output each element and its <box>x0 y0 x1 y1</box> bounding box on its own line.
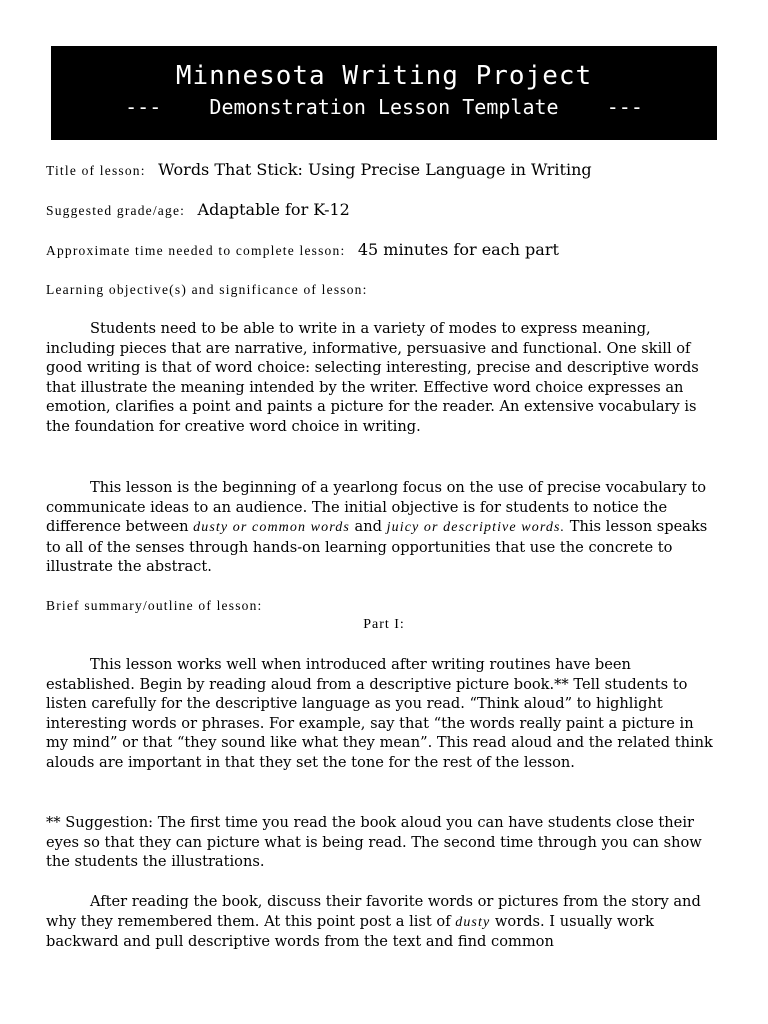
grade-value: Adaptable for K-12 <box>197 200 350 219</box>
summary-label: Brief summary/outline of lesson: <box>46 598 263 613</box>
header-title: Minnesota Writing Project <box>175 61 593 91</box>
header-subtitle: --- Demonstration Lesson Template --- <box>125 95 643 119</box>
p2-text-a: This lesson is the beginning of a yearlong focus on the use of precise vocabulary to communicate ideas to an audience. The initial objective is for students to notice the difference between <box>46 479 707 536</box>
grade-field <box>46 200 728 220</box>
objective-field <box>46 281 728 299</box>
discussion-paragraph <box>46 892 714 952</box>
title-value: Words That Stick: Using Precise Language in Writing <box>158 160 592 179</box>
objective-paragraph-2 <box>46 478 714 577</box>
p2-text-c: This lesson speaks to all of the senses through hands-on learning opportunities that use the concrete to illustrate the abstract. <box>46 518 708 576</box>
grade-label: Suggested grade/age: <box>46 203 186 218</box>
title-field <box>46 160 728 180</box>
objective-label: Learning objective(s) and significance of lesson: <box>46 282 368 297</box>
p2-text-b: and <box>349 518 387 536</box>
time-label: Approximate time needed to complete lesson: <box>46 243 346 258</box>
time-value: 45 minutes for each part <box>357 240 559 259</box>
title-label: Title of lesson: <box>46 163 146 178</box>
p5-italic-dusty: dusty <box>455 914 491 930</box>
time-field <box>46 240 728 260</box>
p2-italic-dusty: dusty or common words <box>193 520 350 536</box>
p5-text-b: words. I usually work backward and pull descriptive words from the text and find common <box>46 912 655 951</box>
objective-paragraph-1: Students need to be able to write in a variety of modes to express meaning, including pieces that are narrative, informative, persuasive and functional. One skill of good writing is that of word choice: selecting interesting, precise and descriptive words that illustrate the meaning intended by the writer. Effective word choice expresses an emotion, clarifies a point and paints a picture for the reader. An extensive vocabulary is the foundation for creative word choice in writing. <box>46 320 699 435</box>
p5-text-a: After reading the book, discuss their favorite words or pictures from the story and why they remembered them. At this point post a list of <box>46 893 701 930</box>
part1-paragraph: This lesson works well when introduced after writing routines have been established. Begin by reading aloud from a descriptive picture book.** Tell students to listen carefully for the descriptive language as you read. “Think aloud” to highlight interesting words or phrases. For example, say that “the words really paint a picture in my mind” or that “they sound like what they mean”. This read aloud and the related think alouds are important in that they set the tone for the rest of the lesson. <box>46 656 713 771</box>
summary-field <box>46 597 728 615</box>
header-banner <box>51 46 717 140</box>
part-label: Part I: <box>363 617 405 632</box>
p2-italic-juicy: juicy or descriptive words. <box>386 520 566 536</box>
suggestion-paragraph: ** Suggestion: The first time you read the book aloud you can have students close their eyes so that they can picture what is being read. The second time through you can show the students the illustrations. <box>46 814 702 871</box>
